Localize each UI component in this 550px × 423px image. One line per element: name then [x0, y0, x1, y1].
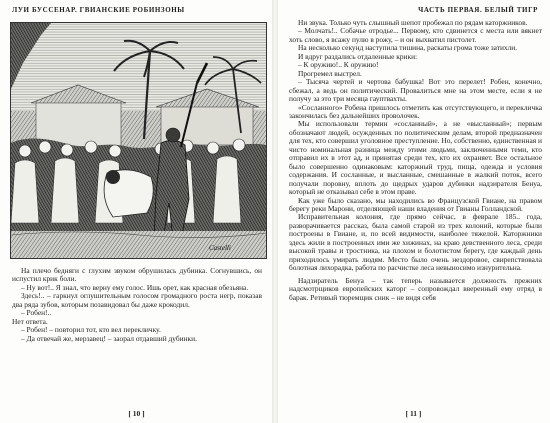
paragraph: – К оружию!.. К оружию!	[298, 60, 379, 70]
paragraph: Ни звука. Только чуть слышный шепот пробежал по рядам каторжников.	[298, 18, 528, 27]
paragraph: На плечо бедняги с глухим звуком обрушилась дубинка. Согнувшись, он испустил крик боли.	[12, 266, 262, 284]
left-page-number: [ 10 ]	[128, 409, 145, 418]
paragraph: – Ну вот!.. Я знал, что верну ему голос. Ишь орет, как красная обезьяна.	[21, 282, 249, 292]
engraving-illustration	[10, 22, 267, 259]
paragraph: Исправительная колония, где прямо сейчас, в феврале 185.. года, разворачивается рассказ, была самой старой из трех колоний, которые были построены в Гвиане, и, по всей видимости, наиболее тяжелой. Каторжники здесь жили в построенных ими же хижинах, на краю девственного леса, среди высокой травы и тростника, на плохом и болотистом берегу, где каждый день приходилось умирать людям. Место было очень нездоровое, свирепствовала болотная лихорадка, работа по расчистке леса невыносимо изнурительна.	[289, 212, 542, 273]
right-running-header: ЧАСТЬ ПЕРВАЯ. БЕЛЫЙ ТИГР	[418, 6, 538, 14]
paragraph: – Молчать!.. Собачье отродье... Первому, кто сдвинется с места или вякнет хоть слово, я всажу пулю в рожу, – и он выхватил пистолет.	[289, 26, 542, 44]
paragraph: Как уже было сказано, мы находились во Французской Гвиане, на правом берегу реки Марони, отделяющей наши владения от Гвианы Голландской.	[289, 195, 542, 213]
paragraph: Нет ответа.	[12, 316, 48, 326]
left-running-header: ЛУИ БУССЕНАР. ГВИАНСКИЕ РОБИНЗОНЫ	[12, 6, 185, 14]
paragraph: Мы использовали термин «сосланный», а не «высланный»; первым обозначают людей, осужденных по политическим делам, второй предназначен для тех, кто совершил уголовное преступление. Но, собственно, единственная и чисто номинальная разница между этими людьми, заключенными теми, кто отправил их в этот ад, и принятая среди тех, кто их охраняет. Все остальное было совершенно одинаковым: каторжный труд, пища, одежда и условия содержания. И сосланные, и высланные, смешанные в жалкий поток, всего получали поровну, вплоть до щедрых ударов дубинки надзирателя Бенуа, который не отказывал себе в этом праве.	[289, 119, 542, 197]
paragraph: – Да отвечай же, мерзавец! – заорал отдавший дубинки.	[21, 333, 197, 343]
paragraph: – Робен!..	[21, 308, 52, 318]
right-body-text	[289, 19, 542, 302]
left-body-text	[12, 267, 262, 343]
left-page	[0, 0, 273, 423]
engraving-picture	[11, 23, 266, 258]
right-page-number: [ 11 ]	[405, 409, 422, 418]
paragraph: – Тысяча чертей и чертова бабушка! Вот это перелет! Робен, конечно, сбежал, а ведь он политический. Провалиться мне на этом месте, если я не получу за это три месяца гауптвахты.	[289, 77, 542, 104]
paragraph: Прогремел выстрел.	[298, 68, 362, 78]
right-page	[277, 0, 550, 423]
paragraph: – Робен! – повторил тот, кто вел перекличку.	[21, 325, 161, 335]
paragraph: И вдруг раздались отдаленные крики:	[298, 51, 418, 61]
paragraph: Здесь!.. – гаркнул оглушительным голосом громадного роста негр, показав два ряда зубов, которым позавидовал бы даже крокодил.	[12, 291, 262, 309]
paragraph: На несколько секунд наступила тишина, раскаты грома тоже затихли.	[298, 43, 518, 53]
illustrator-signature: Castelli	[209, 244, 231, 252]
paragraph: Надзиратель Бенуа – так теперь называется должность прежних надсмотрщиков европейских каторг – сопровождал вверенный ему отряд в барак. Ретивый тюремщик сник – не видя себя	[289, 275, 542, 302]
paragraph: «Сосланного» Робена пришлось отметить как отсутствующего, и перекличка закончилась без дальнейших проволочек.	[289, 102, 542, 120]
